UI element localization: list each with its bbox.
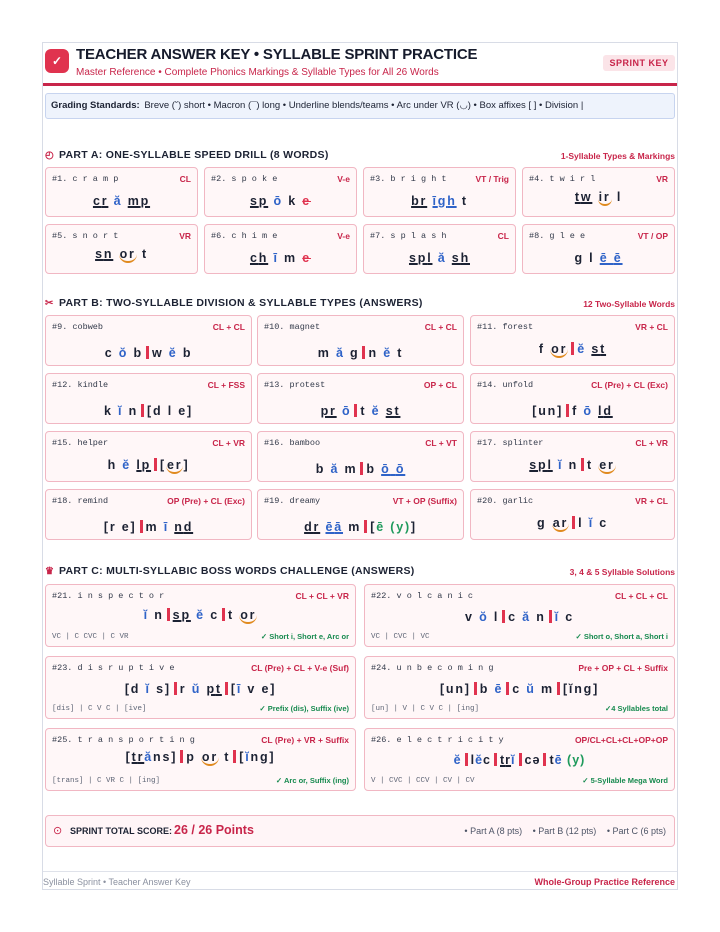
marked-word: [un] f ō ld [532,404,613,418]
word-card-10 [257,315,464,366]
marked-word: sn or t [95,247,148,261]
marked-word: ĭ n sp ĕ c t or [143,608,257,622]
marked-word: h ĕ lp [er] [107,458,190,472]
page-title: TEACHER ANSWER KEY • SYLLABLE SPRINT PRACTICE [76,46,478,63]
part-c-points: • Part C (6 pts) [606,826,666,836]
syllable-pattern: VC | C CVC | C VR [52,633,129,641]
marked-word: [r e] m ī nd [103,520,194,534]
card-number: #9. cobweb [52,322,104,332]
footer-divider [43,871,677,872]
word-card-7 [363,224,516,274]
crown-icon: ♛ [45,566,55,577]
card-number: #11. forest [477,322,534,332]
marked-word: g l ē ē [574,251,623,265]
word-card-17 [470,431,675,482]
part-b-points: • Part B (12 pts) [532,826,597,836]
syllable-pattern: [trans] | C VR C | [ing] [52,777,161,785]
word-card-21 [45,584,356,647]
scissors-icon: ✂ [45,298,54,309]
syllable-pattern: [un] | V | C V C | [ing] [371,705,480,713]
card-number: #18. remind [52,496,109,506]
target-check-icon: ⊙ [53,825,63,837]
card-number: #5. s n o r t [52,231,119,241]
word-card-24 [364,656,675,719]
page-header [43,43,677,87]
card-number: #7. s p l a s h [370,231,447,241]
word-card-26 [364,728,675,791]
marked-word: [un] b ē c ŭ m [ĭng] [439,682,600,696]
sprint-total-score [45,815,675,847]
marked-word: pr ō t ĕ st [320,404,401,418]
marked-word: k ĭ n [d l e] [103,404,194,418]
syllable-type: V-e [337,231,350,241]
syllable-type: CL + CL [212,322,245,332]
grading-label: Grading Standards: [51,100,140,111]
part-c-title-text: PART C: MULTI-SYLLABIC BOSS WORDS CHALLENGE (ANSWERS) [59,565,415,577]
syllable-type: CL (Pre) + CL + V-e (Suf) [251,663,349,673]
card-number: #6. c h i m e [211,231,278,241]
card-number: #13. protest [264,380,326,390]
word-card-8 [522,224,675,274]
syllable-type: VR [656,174,668,184]
syllable-pattern: VC | CVC | VC [371,633,430,641]
word-card-4 [522,167,675,217]
syllable-type: CL + FSS [207,380,245,390]
marked-word: cr ă mp [92,194,151,208]
checkmark-pencil-icon: ✓ [45,49,69,73]
marked-word: v ŏ l c ă n ĭ c [465,610,574,624]
word-card-18 [45,489,252,540]
check-note: ✓ 5-Syllable Mega Word [582,776,668,785]
word-card-15 [45,431,252,482]
word-card-22 [364,584,675,647]
part-b-title-text: PART B: TWO-SYLLABLE DIVISION & SYLLABLE TYPES (ANSWERS) [59,297,423,309]
marked-word: spl ĭ n t er [529,458,615,472]
footer-left: Syllable Sprint • Teacher Answer Key [43,877,191,887]
syllable-type: CL [179,174,191,184]
word-card-14 [470,373,675,424]
syllable-type: CL [497,231,509,241]
word-card-9 [45,315,252,366]
card-number: #12. kindle [52,380,109,390]
score-breakdown [456,826,666,836]
part-a-right-label: 1-Syllable Types & Markings [560,151,675,161]
syllable-type: V-e [337,174,350,184]
stopwatch-icon: ◴ [45,150,55,161]
syllable-type: CL (Pre) + CL (Exc) [591,380,668,390]
card-number: #20. garlic [477,496,534,506]
card-number: #8. g l e e [529,231,586,241]
card-number: #15. helper [52,438,109,448]
marked-word: [d ĭ s] r ŭ pt [ī v e] [124,682,277,696]
card-number: #26. e l e c t r i c i t y [371,735,504,745]
syllable-type: CL + VR [635,438,668,448]
syllable-type: CL + VR [212,438,245,448]
marked-word: c ŏ b w ĕ b [104,346,193,360]
answer-key-page [42,42,678,890]
marked-word: tw ir l [574,190,623,204]
total-score-value: 26 / 26 Points [174,823,254,837]
part-b-right-label: 12 Two-Syllable Words [583,299,675,309]
part-b-title [45,297,423,309]
marked-word: g ar l ĭ c [536,516,609,530]
marked-word: sp ō k e [249,194,311,208]
word-card-19 [257,489,464,540]
word-card-2 [204,167,357,217]
part-a-points: • Part A (8 pts) [464,826,523,836]
card-number: #19. dreamy [264,496,321,506]
word-card-16 [257,431,464,482]
word-card-5 [45,224,198,274]
check-note: ✓ Prefix (dis), Suffix (ive) [259,704,349,713]
check-note: ✓ Short i, Short e, Arc or [260,632,349,641]
card-number: #4. t w i r l [529,174,596,184]
card-number: #2. s p o k e [211,174,278,184]
footer-right: Whole-Group Practice Reference [534,877,675,887]
marked-word: spl ă sh [408,251,470,265]
card-number: #14. unfold [477,380,534,390]
card-number: #16. bamboo [264,438,321,448]
part-c-title [45,565,415,577]
syllable-pattern: V | CVC | CCV | CV | CV [371,777,475,785]
grading-standards [45,93,675,119]
syllable-type: VR + CL [635,322,668,332]
check-note: ✓ Arc or, Suffix (ing) [275,776,349,785]
card-number: #25. t r a n s p o r t i n g [52,735,195,745]
word-card-20 [470,489,675,540]
syllable-type: VT / OP [637,231,668,241]
card-number: #17. splinter [477,438,544,448]
word-card-13 [257,373,464,424]
syllable-type: CL (Pre) + VR + Suffix [261,735,349,745]
marked-word: ĕ lĕc trĭ cə tē (y) [453,753,586,767]
page-subtitle: Master Reference • Complete Phonics Markings & Syllable Types for All 26 Words [76,67,439,78]
marked-word: ch ī m e [249,251,311,265]
card-number: #24. u n b e c o m i n g [371,663,494,673]
card-number: #22. v o l c a n i c [371,591,474,601]
word-card-11 [470,315,675,366]
card-number: #23. d i s r u p t i v e [52,663,175,673]
syllable-type: OP + CL [423,380,457,390]
sprint-key-badge: SPRINT KEY [603,55,675,71]
header-divider [43,83,677,86]
part-a-title-text: PART A: ONE-SYLLABLE SPEED DRILL (8 WORDS) [59,149,329,161]
syllable-type: VR + CL [635,496,668,506]
word-card-23 [45,656,356,719]
marked-word: m ă g n ĕ t [317,346,404,360]
marked-word: br īgh t [411,194,468,208]
syllable-type: CL + CL + CL [614,591,668,601]
syllable-type: VR [179,231,191,241]
marked-word: f or ĕ st [538,342,607,356]
syllable-type: CL + VT [425,438,457,448]
card-number: #3. b r i g h t [370,174,447,184]
part-a-title [45,149,329,161]
part-c-right-label: 3, 4 & 5 Syllable Solutions [569,567,675,577]
word-card-6 [204,224,357,274]
syllable-type: CL + CL [424,322,457,332]
syllable-type: VT + OP (Suffix) [392,496,457,506]
total-score-label: SPRINT TOTAL SCORE: [70,826,173,836]
check-note: ✓ Short o, Short a, Short i [575,632,668,641]
syllable-pattern: [dis] | C V C | [ive] [52,705,147,713]
marked-word: b ă m b ō ō [315,462,406,476]
word-card-25 [45,728,356,791]
syllable-type: Pre + OP + CL + Suffix [578,663,668,673]
syllable-type: VT / Trig [475,174,509,184]
check-note: ✓4 Syllables total [605,704,668,713]
card-number: #10. magnet [264,322,321,332]
word-card-1 [45,167,198,217]
marked-word: dr ēā m [ē (y)] [304,520,417,534]
syllable-type: CL + CL + VR [295,591,349,601]
grading-items: Breve (˘) short • Macron (¯) long • Underline blends/teams • Arc under VR (◡) • Box affixes [ ] • Division | [144,100,584,111]
word-card-3 [363,167,516,217]
syllable-type: OP/CL+CL+CL+OP+OP [574,735,668,745]
card-number: #1. c r a m p [52,174,119,184]
syllable-type: OP (Pre) + CL (Exc) [167,496,245,506]
word-card-12 [45,373,252,424]
card-number: #21. i n s p e c t o r [52,591,165,601]
marked-word: [trăns] p or t [ĭng] [125,750,276,764]
